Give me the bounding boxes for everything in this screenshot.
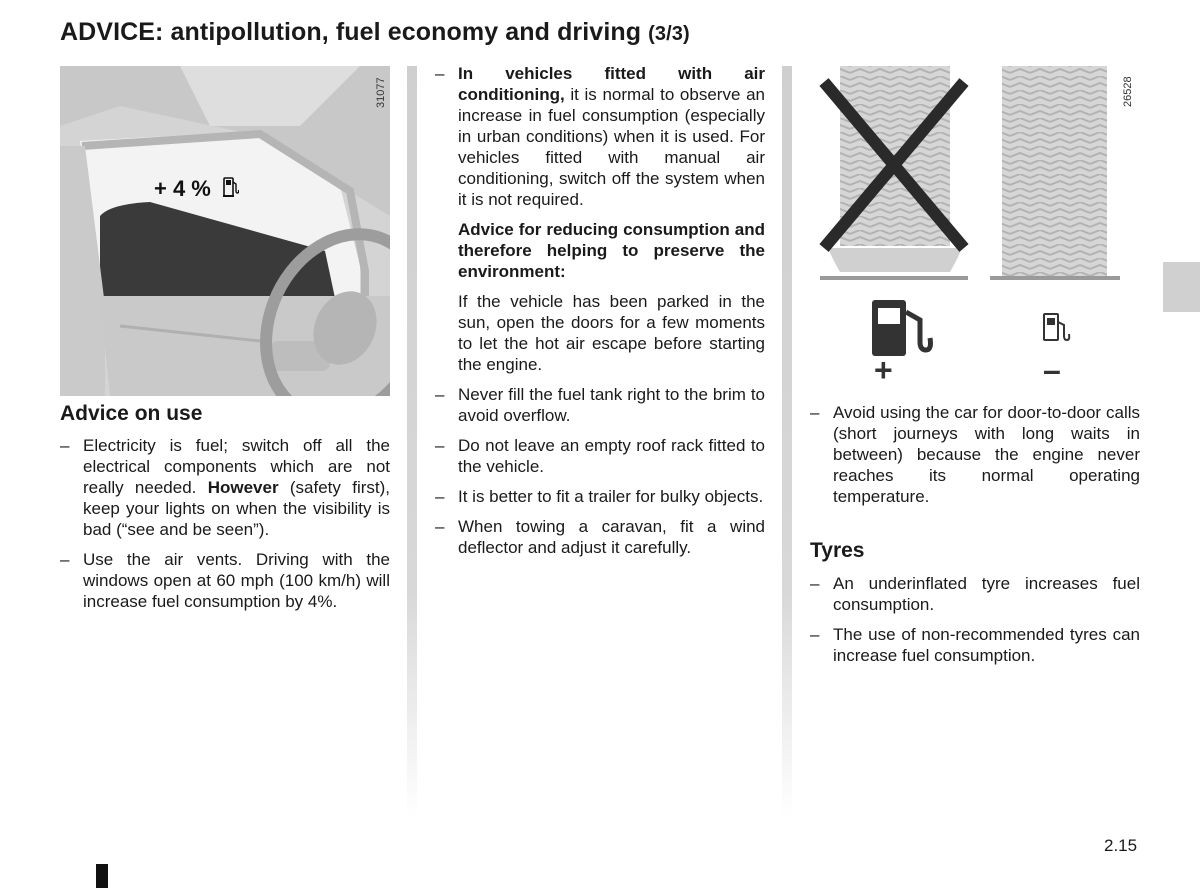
subheading-text: Advice for reducing consumption and therefore helping to preserve the environment:: [458, 220, 765, 281]
list-item-text: Do not leave an empty roof rack fitted to the vehicle.: [458, 436, 765, 476]
car-interior-drawing: [60, 66, 390, 396]
fuel-increase-label: [154, 176, 239, 204]
plus-sign: +: [874, 352, 893, 388]
list-dash: –: [435, 517, 445, 536]
list-item-text: it is normal to observe an increase in fuel consumption (especially in urban conditions) when it is used. For vehicles fitted with manual air conditioning, switch off the system when it is not required.: [458, 85, 765, 209]
figure-code: 31077: [375, 77, 387, 108]
chapter-tab: [1163, 262, 1200, 312]
list-dash: –: [810, 625, 820, 644]
list-item-text: Never fill the fuel tank right to the brim to avoid overflow.: [458, 385, 765, 425]
column-3-text: [810, 573, 1140, 675]
underinflated-tyre-icon: [820, 66, 968, 280]
list-item: [435, 435, 765, 477]
column-divider: [407, 66, 417, 818]
fuel-increase-value: + 4 %: [154, 176, 211, 201]
list-item-text: When towing a caravan, fit a wind deflector and adjust it carefully.: [458, 517, 765, 557]
column-3-top-text: [810, 402, 1140, 516]
list-item-bold: However: [207, 478, 279, 497]
tyres-drawing: [810, 62, 1140, 392]
list-dash: –: [435, 436, 445, 455]
list-dash: –: [810, 403, 820, 422]
list-item-text: Electricity is fuel; switch off all the electrical components which are not really needed.: [83, 436, 390, 497]
subheading: [435, 219, 765, 282]
list-item-text: The use of non-recommended tyres can increase fuel consumption.: [833, 625, 1140, 665]
list-dash: –: [60, 436, 70, 455]
list-item-bold: In vehicles fitted with air conditioning,: [458, 64, 765, 104]
column-divider: [782, 66, 792, 818]
page-title: [60, 18, 690, 47]
list-item: [435, 63, 765, 210]
page-title-text: ADVICE: antipollution, fuel economy and driving: [60, 18, 642, 46]
car-window-illustration: [60, 66, 390, 396]
list-dash: –: [435, 487, 445, 506]
list-item: [60, 435, 390, 540]
list-item-text: (safety first), keep your lights on when the visibility is bad (“see and be seen”).: [83, 478, 390, 539]
column-2-text: [435, 63, 765, 567]
correct-tyre-icon: [990, 66, 1120, 280]
column-1-text: [60, 435, 390, 621]
page-title-subtitle: (3/3): [648, 23, 690, 45]
figure-code: 26528: [1122, 76, 1134, 107]
fuel-pump-icon: [223, 176, 239, 204]
list-item-text: It is better to fit a trailer for bulky objects.: [458, 487, 764, 506]
list-dash: –: [435, 64, 445, 83]
minus-sign: –: [1043, 352, 1061, 388]
section-heading-advice-on-use: Advice on use: [60, 402, 203, 425]
tyres-illustration: [810, 62, 1140, 392]
list-item: [435, 516, 765, 558]
list-item-text: Avoid using the car for door-to-door calls (short journeys with long waits in between) because the engine never reaches its normal operating temperature.: [833, 403, 1140, 506]
list-item: [810, 624, 1140, 666]
page-corner-mark: [96, 864, 108, 888]
fuel-pump-small-icon: [1044, 314, 1069, 340]
list-item-text: An underinflated tyre increases fuel consumption.: [833, 574, 1140, 614]
list-dash: –: [60, 550, 70, 569]
list-dash: –: [435, 385, 445, 404]
list-item: [810, 402, 1140, 507]
list-item: [435, 384, 765, 426]
list-item: [810, 573, 1140, 615]
fuel-pump-large-icon: [872, 300, 931, 356]
list-dash: –: [810, 574, 820, 593]
list-item: [60, 549, 390, 612]
list-item: [435, 486, 765, 507]
paragraph: If the vehicle has been parked in the sun, open the doors for a few moments to let the hot air escape before starting the engine.: [458, 292, 765, 374]
page-number: 2.15: [1104, 836, 1138, 855]
list-item-text: Use the air vents. Driving with the windows open at 60 mph (100 km/h) will increase fuel consumption by 4%.: [83, 550, 390, 611]
section-heading-tyres: Tyres: [810, 539, 865, 562]
